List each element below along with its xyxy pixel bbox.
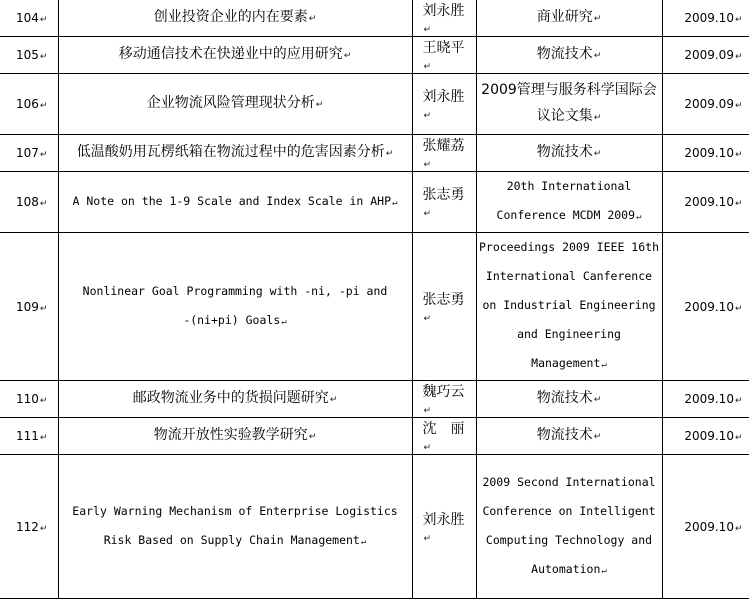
author-name: 刘永胜: [422, 3, 465, 19]
paragraph-mark-icon: ↵: [308, 432, 317, 442]
row-number-cell: [0, 74, 58, 135]
paragraph-mark-icon: ↵: [734, 396, 743, 406]
publication-source: 2009管理与服务科学国际会议论文集: [481, 82, 657, 124]
title-cell: [58, 418, 412, 455]
publication-source: 物流技术: [536, 46, 593, 62]
publication-date: 2009.09: [684, 97, 734, 111]
author-name: 沈 丽: [422, 421, 465, 437]
paper-title: 低温酸奶用瓦楞纸箱在物流过程中的危害因素分析: [76, 144, 385, 160]
date-cell: [662, 455, 749, 599]
publication-date: 2009.10: [684, 11, 734, 25]
table-row: [0, 381, 749, 418]
paragraph-mark-icon: ↵: [39, 150, 48, 160]
table-row: [0, 37, 749, 74]
author-cell: [412, 0, 476, 37]
author-name: 王晓平: [422, 40, 465, 56]
author-name: 张耀荔: [422, 138, 465, 154]
publication-source: 物流技术: [536, 427, 593, 443]
paragraph-mark-icon: ↵: [593, 14, 602, 24]
author-name: 刘永胜: [422, 511, 465, 528]
date-cell: [662, 74, 749, 135]
paragraph-mark-icon: ↵: [39, 303, 48, 314]
paper-title: Nonlinear Goal Programming with -ni, -pi and -(ni+pi) Goals: [82, 283, 388, 327]
row-number: 111: [16, 429, 39, 443]
paragraph-mark-icon: ↵: [423, 160, 432, 170]
row-number-cell: [0, 135, 58, 172]
source-cell: [476, 0, 662, 37]
paragraph-mark-icon: ↵: [734, 433, 743, 443]
paragraph-mark-icon: ↵: [734, 523, 743, 534]
paragraph-mark-icon: ↵: [593, 432, 602, 442]
paragraph-mark-icon: ↵: [329, 395, 338, 405]
paragraph-mark-icon: ↵: [315, 100, 324, 110]
title-cell: [58, 37, 412, 74]
paragraph-mark-icon: ↵: [734, 52, 743, 62]
paragraph-mark-icon: ↵: [593, 51, 602, 61]
paragraph-mark-icon: ↵: [423, 111, 432, 121]
publication-source: 物流技术: [536, 144, 593, 160]
author-cell: [412, 233, 476, 381]
paragraph-mark-icon: ↵: [39, 433, 48, 443]
paragraph-mark-icon: ↵: [601, 565, 607, 576]
author-cell: [412, 37, 476, 74]
row-number: 110: [16, 392, 39, 406]
source-cell: [476, 135, 662, 172]
source-cell: [476, 418, 662, 455]
publication-date: 2009.09: [684, 48, 734, 62]
paragraph-mark-icon: ↵: [423, 313, 432, 324]
table-row: [0, 172, 749, 233]
paper-title: 创业投资企业的内在要素: [153, 9, 308, 25]
row-number-cell: [0, 37, 58, 74]
author-name: 刘永胜: [422, 89, 465, 105]
publication-date: 2009.10: [684, 519, 734, 534]
author-cell: [412, 135, 476, 172]
date-cell: [662, 37, 749, 74]
paragraph-mark-icon: ↵: [734, 101, 743, 111]
paragraph-mark-icon: ↵: [423, 406, 432, 416]
table-row: [0, 74, 749, 135]
author-cell: [412, 455, 476, 599]
date-cell: [662, 135, 749, 172]
table-row: [0, 0, 749, 37]
publication-source: 20th International Conference MCDM 2009: [496, 179, 636, 222]
paragraph-mark-icon: ↵: [308, 14, 317, 24]
paragraph-mark-icon: ↵: [423, 25, 432, 35]
publication-source: 2009 Second International Conference on Intelligent Computing Technology and Automation: [482, 474, 656, 576]
author-name: 张志勇: [422, 291, 465, 308]
source-cell: [476, 455, 662, 599]
publication-date: 2009.10: [684, 299, 734, 314]
row-number-cell: [0, 233, 58, 381]
paragraph-mark-icon: ↵: [423, 443, 432, 453]
author-cell: [412, 172, 476, 233]
author-cell: [412, 381, 476, 418]
author-cell: [412, 74, 476, 135]
paper-title: 物流开放性实验教学研究: [153, 427, 308, 443]
publication-date: 2009.10: [684, 146, 734, 160]
publication-source: 物流技术: [536, 390, 593, 406]
author-name: 张志勇: [422, 187, 465, 203]
date-cell: [662, 418, 749, 455]
title-cell: [58, 381, 412, 418]
paragraph-mark-icon: ↵: [343, 51, 352, 61]
table-row: [0, 418, 749, 455]
paragraph-mark-icon: ↵: [39, 15, 48, 25]
table-row: [0, 135, 749, 172]
date-cell: [662, 381, 749, 418]
row-number-cell: [0, 172, 58, 233]
paragraph-mark-icon: ↵: [734, 15, 743, 25]
row-number: 112: [16, 519, 39, 534]
title-cell: [58, 455, 412, 599]
row-number: 109: [16, 299, 39, 314]
paragraph-mark-icon: ↵: [39, 101, 48, 111]
publication-source: 商业研究: [536, 9, 593, 25]
paragraph-mark-icon: ↵: [39, 199, 48, 209]
date-cell: [662, 233, 749, 381]
paragraph-mark-icon: ↵: [734, 199, 743, 209]
paragraph-mark-icon: ↵: [423, 62, 432, 72]
paragraph-mark-icon: ↵: [423, 209, 432, 219]
table-row: [0, 233, 749, 381]
paragraph-mark-icon: ↵: [423, 533, 432, 544]
row-number-cell: [0, 418, 58, 455]
paragraph-mark-icon: ↵: [281, 316, 287, 327]
paper-title: A Note on the 1-9 Scale and Index Scale in AHP: [72, 193, 392, 208]
table-row: [0, 455, 749, 599]
paragraph-mark-icon: ↵: [593, 113, 602, 123]
author-cell: [412, 418, 476, 455]
paragraph-mark-icon: ↵: [39, 396, 48, 406]
paragraph-mark-icon: ↵: [593, 149, 602, 159]
paragraph-mark-icon: ↵: [593, 395, 602, 405]
row-number: 106: [16, 97, 39, 111]
paper-title: 移动通信技术在快递业中的应用研究: [118, 46, 343, 62]
date-cell: [662, 0, 749, 37]
row-number-cell: [0, 0, 58, 37]
paragraph-mark-icon: ↵: [360, 536, 367, 547]
row-number: 108: [16, 195, 39, 209]
date-cell: [662, 172, 749, 233]
row-number: 104: [16, 11, 39, 25]
publication-date: 2009.10: [684, 429, 734, 443]
publication-date: 2009.10: [684, 392, 734, 406]
source-cell: [476, 233, 662, 381]
source-cell: [476, 37, 662, 74]
title-cell: [58, 233, 412, 381]
source-cell: [476, 74, 662, 135]
row-number-cell: [0, 455, 58, 599]
paragraph-mark-icon: ↵: [39, 523, 48, 534]
author-name: 魏巧云: [422, 384, 465, 400]
paper-title: 企业物流风险管理现状分析: [146, 95, 315, 111]
title-cell: [58, 0, 412, 37]
publication-source: Proceedings 2009 IEEE 16th International Canference on Industrial Engineering and Engineering Management: [478, 240, 659, 370]
source-cell: [476, 172, 662, 233]
row-number: 105: [16, 48, 39, 62]
row-number: 107: [16, 146, 39, 160]
paper-title: 邮政物流业务中的货损问题研究: [132, 390, 329, 406]
row-number-cell: [0, 381, 58, 418]
publication-date: 2009.10: [684, 195, 734, 209]
paragraph-mark-icon: ↵: [636, 212, 642, 222]
paragraph-mark-icon: ↵: [392, 197, 398, 208]
title-cell: [58, 172, 412, 233]
paragraph-mark-icon: ↵: [734, 150, 743, 160]
title-cell: [58, 74, 412, 135]
paragraph-mark-icon: ↵: [39, 52, 48, 62]
paragraph-mark-icon: ↵: [734, 303, 743, 314]
paragraph-mark-icon: ↵: [601, 360, 607, 370]
title-cell: [58, 135, 412, 172]
paragraph-mark-icon: ↵: [385, 149, 394, 159]
source-cell: [476, 381, 662, 418]
paper-title: Early Warning Mechanism of Enterprise Logistics Risk Based on Supply Chain Management: [72, 503, 398, 547]
